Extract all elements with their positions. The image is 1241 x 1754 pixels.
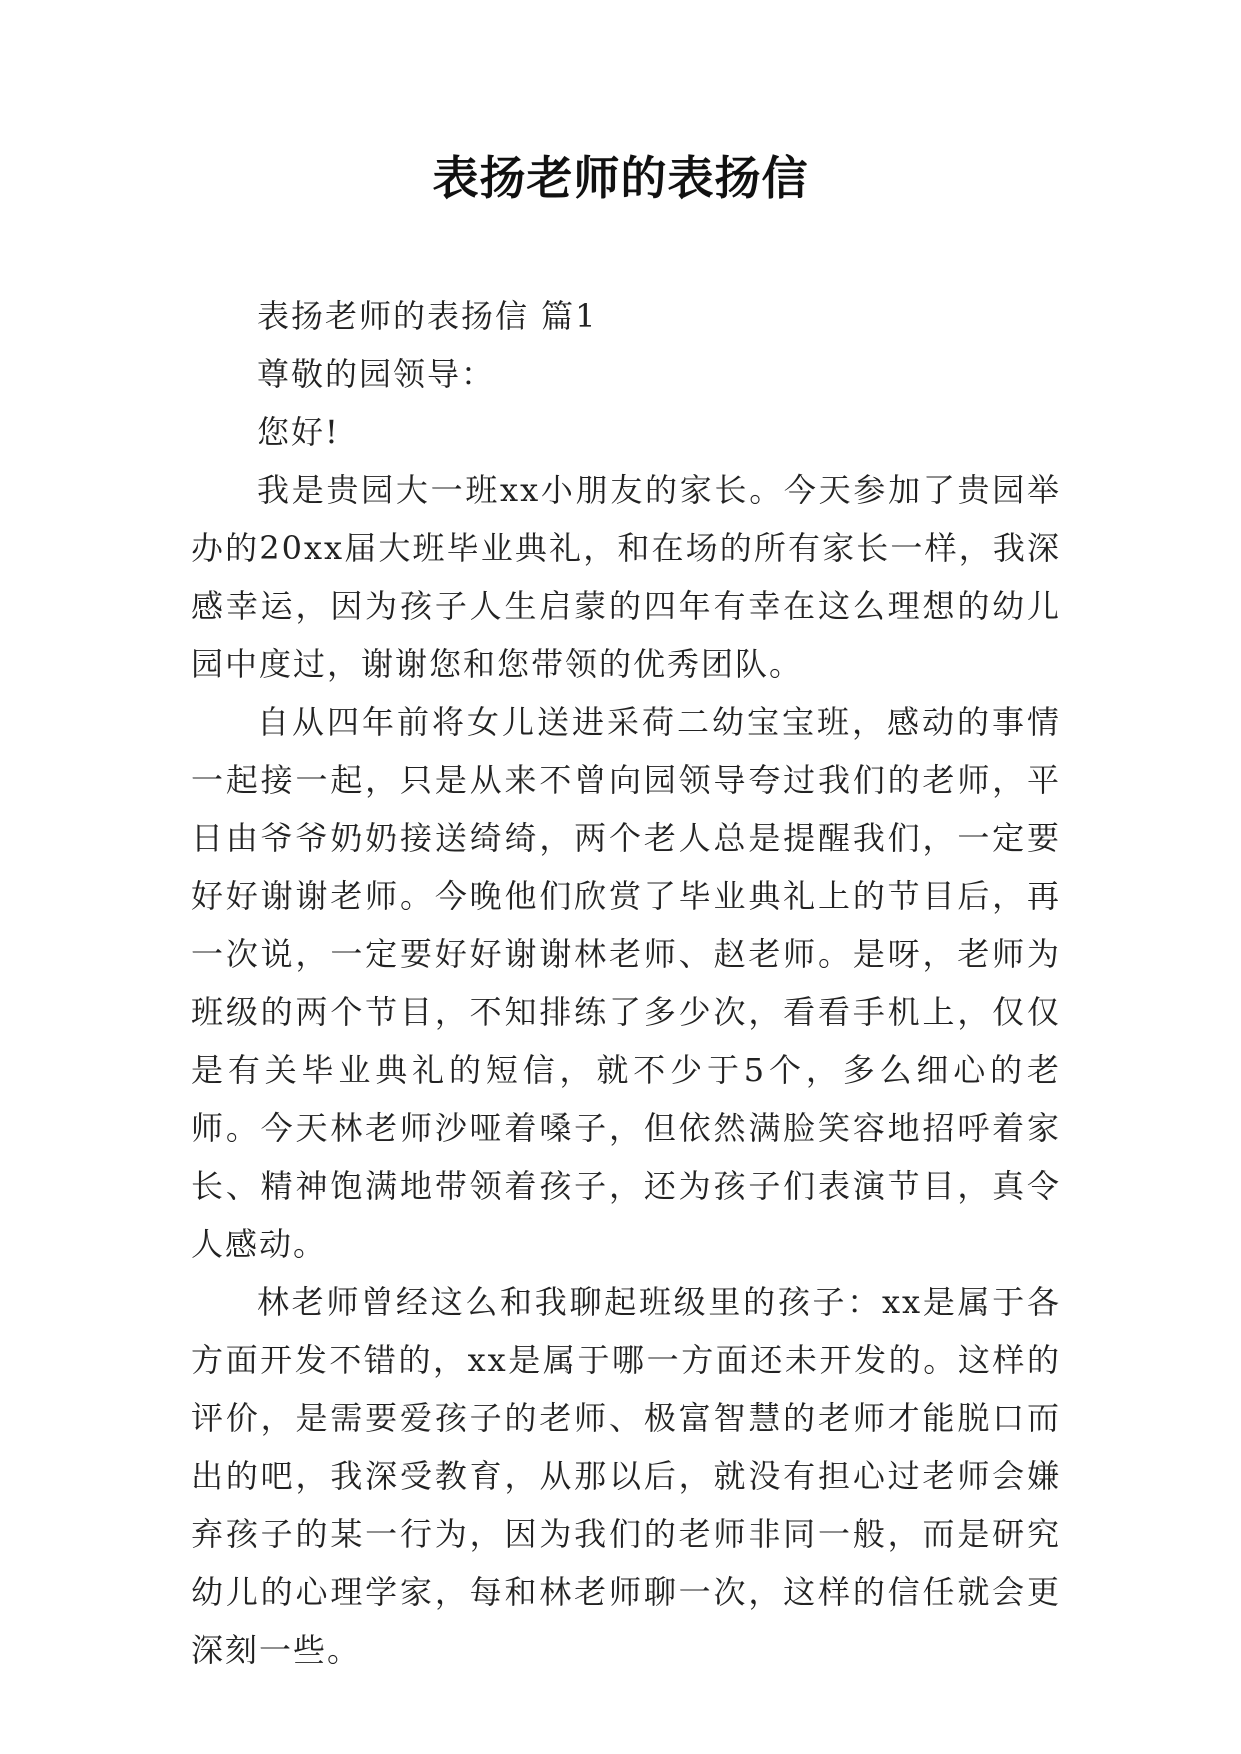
salutation: 尊敬的园领导： (257, 355, 496, 393)
body-paragraph: 我是贵园大一班xx小朋友的家长。今天参加了贵园举办的20xx届大班毕业典礼，和在场的所有家长一样，我深感幸运，因为孩子人生启蒙的四年有幸在这么理想的幼儿园中度过，谢谢您和您带领的优秀团队。 (191, 471, 1061, 683)
body-paragraph: 自从四年前将女儿送进采荷二幼宝宝班，感动的事情一起接一起，只是从来不曾向园领导夸过我们的老师，平日由爷爷奶奶接送绮绮，两个老人总是提醒我们，一定要好好谢谢老师。今晚他们欣赏了毕业典礼上的节目后，再一次说，一定要好好谢谢林老师、赵老师。是呀，老师为班级的两个节目，不知排练了多少次，看看手机上，仅仅是有关毕业典礼的短信，就不少于5个，多么细心的老师。今天林老师沙哑着嗓子，但依然满脸笑容地招呼着家长、精神饱满地带领着孩子，还为孩子们表演节目，真令人感动。 (191, 703, 1061, 1263)
body-paragraph: 林老师曾经这么和我聊起班级里的孩子：xx是属于各方面开发不错的，xx是属于哪一方面还未开发的。这样的评价，是需要爱孩子的老师、极富智慧的老师才能脱口而出的吧，我深受教育，从那以后，就没有担心过老师会嫌弃孩子的某一行为，因为我们的老师非同一般，而是研究幼儿的心理学家，每和林老师聊一次，这样的信任就会更深刻一些。 (191, 1283, 1061, 1669)
document-body (191, 287, 1061, 1679)
greeting: 您好! (257, 413, 340, 451)
document-title: 表扬老师的表扬信 (432, 151, 809, 205)
section-heading: 表扬老师的表扬信 篇1 (257, 297, 598, 335)
